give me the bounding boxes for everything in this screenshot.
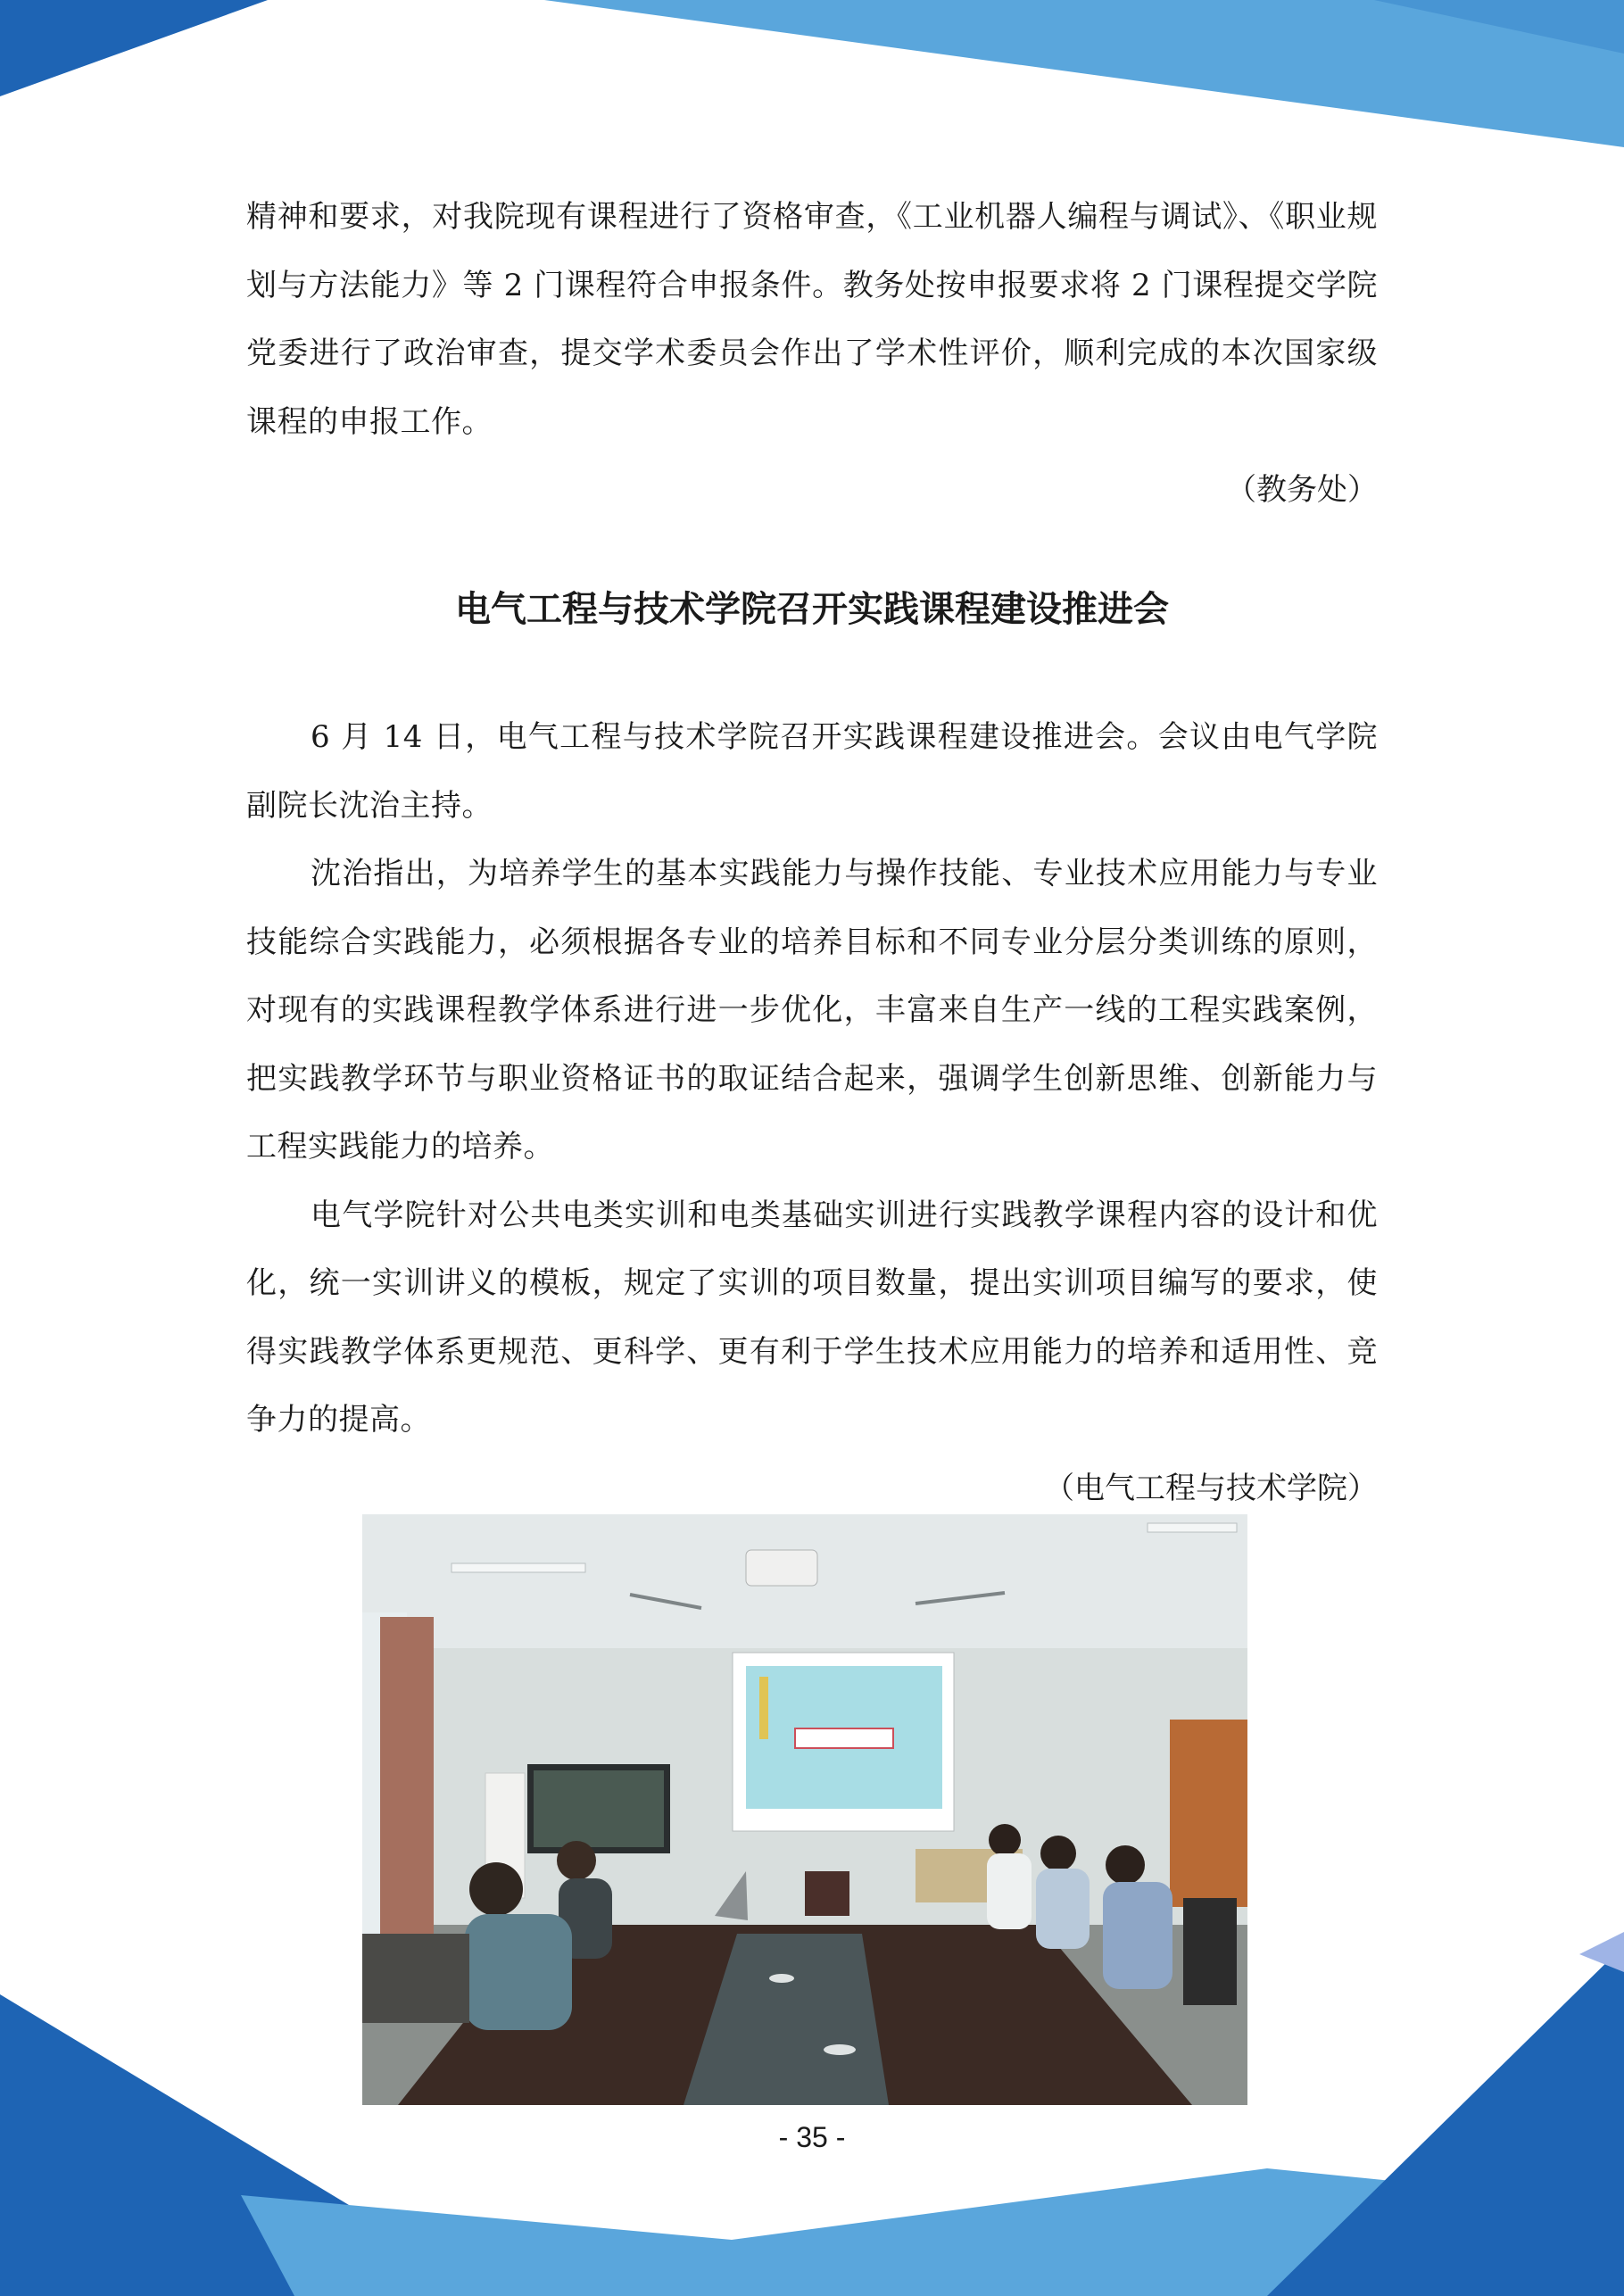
- top-source: （教务处）: [1226, 472, 1378, 508]
- article-paragraph-1: 6 月 14 日，电气工程与技术学院召开实践课程建设推进会。会议由电气学院副院长沈治主持。: [246, 719, 1378, 824]
- page-number: - 35 -: [778, 2121, 846, 2153]
- article-body: [246, 703, 1378, 1522]
- article-source: （电气工程与技术学院）: [1044, 1470, 1378, 1506]
- top-paragraph: 精神和要求，对我院现有课程进行了资格审查，《工业机器人编程与调试》、《职业规划与方法能力》等 2 门课程符合申报条件。教务处按申报要求将 2 门课程提交学院党委进行了政治审查，提交学术委员会作出了学术性评价，顺利完成的本次国家级课程的申报工作。: [246, 199, 1378, 440]
- article-paragraph-3: 电气学院针对公共电类实训和电类基础实训进行实践教学课程内容的设计和优化，统一实训讲义的模板，规定了实训的项目数量，提出实训项目编写的要求，使得实践教学体系更规范、更科学、更有利于学生技术应用能力的培养和适用性、竞争力的提高。: [246, 1197, 1378, 1438]
- article-title: 电气工程与技术学院召开实践课程建设推进会: [455, 589, 1169, 630]
- top-section: [246, 183, 1378, 524]
- article-paragraph-2: 沈治指出，为培养学生的基本实践能力与操作技能、专业技术应用能力与专业技能综合实践能力，必须根据各专业的培养目标和不同专业分层分类训练的原则，对现有的实践课程教学体系进行进一步优化，丰富来自生产一线的工程实践案例，把实践教学环节与职业资格证书的取证结合起来，强调学生创新思维、创新能力与工程实践能力的培养。: [246, 856, 1378, 1165]
- meeting-photo: [362, 1514, 1247, 2105]
